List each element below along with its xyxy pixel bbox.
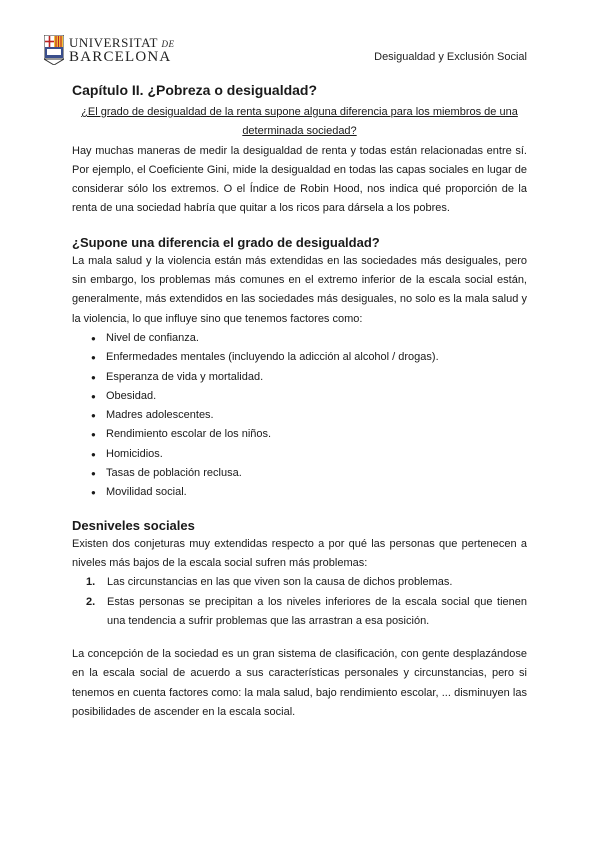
conjectures-list [72,573,527,631]
numbered-item [86,573,527,592]
document-header-title: Desigualdad y Exclusión Social [374,51,527,63]
section2-heading: Desniveles sociales [72,517,195,533]
item-text: Las circunstancias en las que viven son la causa de dichos problemas. [107,576,453,589]
numbered-item [86,593,527,632]
intro-paragraph: Hay muchas maneras de medir la desigualdad de renta y todas están relacionadas entre sí. Por ejemplo, el Coeficiente Gini, mide la desigualdad en todas las capas sociales en lugar de considerar sólo los extremos. O el Índice de Robin Hood, nos indica qué proporción de la renta de una sociedad habría que quitar a los ricos para dársela a los pobres. [72,144,527,215]
list-item: ● Movilidad social. [91,483,527,502]
chapter-title: Capítulo II. ¿Pobreza o desigualdad? [72,82,318,98]
list-item: ● Rendimiento escolar de los niños. [91,425,527,444]
item-number: 1. [86,576,96,589]
list-item: ● Madres adolescentes. [91,406,527,425]
closing-paragraph: La concepción de la sociedad es un gran sistema de clasificación, con gente desplazándose en la escala social de acuerdo a sus características personales y circunstancias, pero si tenemos en cuenta factores como: la mala salud, bajo rendimiento escolar, ... disminuyen las posibilidades de ascender en la escala social. [72,648,527,719]
list-item: ● Esperanza de vida y mortalidad. [91,368,527,387]
item-number: 2. [86,595,96,608]
list-item: ● Homicidios. [91,445,527,464]
logo-line2: BARCELONA [69,49,172,65]
list-item: ● Tasas de población reclusa. [91,464,527,483]
section2-paragraph: Existen dos conjeturas muy extendidas respecto a por qué las personas que pertenecen a niveles más bajos de la escala social sufren más problemas: [72,537,527,569]
logo-line1: UNIVERSITAT [69,35,158,50]
list-item: ● Obesidad. [91,387,527,406]
university-shield-icon [44,35,64,65]
document-body [72,81,527,722]
university-logo [44,35,214,67]
chapter-subtitle: ¿El grado de desigualdad de la renta supone alguna diferencia para los miembros de una determinada sociedad? [81,106,518,138]
logo-line1-small: DE [161,39,175,49]
list-item: ● Nivel de confianza. [91,329,527,348]
section1-paragraph: La mala salud y la violencia están más extendidas en las sociedades más desiguales, pero sin embargo, los problemas más comunes en el extremo inferior de la escala social están, generalmente, más extendidos en las sociedades más desiguales, no solo es la mala salud y la violencia, lo que influye sino que tenemos factores como: [72,254,527,325]
item-text: Estas personas se precipitan a los niveles inferiores de la escala social que tienen una tendencia a sufrir problemas que las arrastran a esa posición. [107,595,527,627]
list-item: ● Enfermedades mentales (incluyendo la adicción al alcohol / drogas). [91,348,527,367]
section1-heading: ¿Supone una diferencia el grado de desigualdad? [72,234,380,250]
factors-list [72,329,527,503]
